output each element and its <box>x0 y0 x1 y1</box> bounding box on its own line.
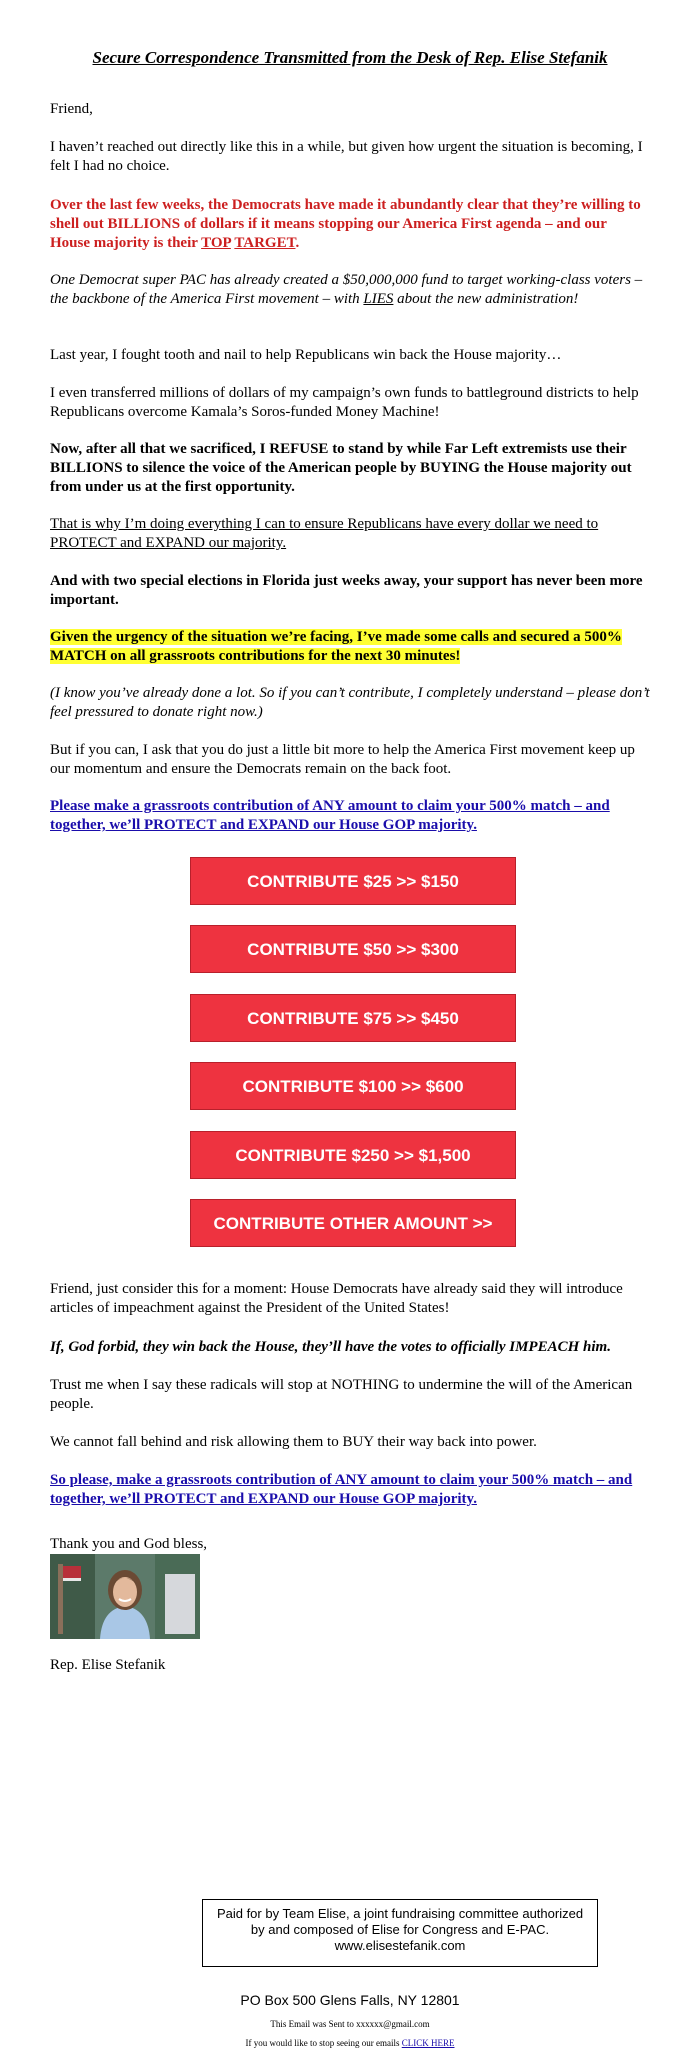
unsubscribe-notice <box>50 2038 650 2048</box>
contribute-75-button[interactable]: CONTRIBUTE $75 >> $450 <box>190 994 516 1042</box>
paragraph-super-pac <box>50 271 650 309</box>
unsubscribe-text: If you would like to stop seeing our emails <box>245 2038 402 2048</box>
paragraph-special-elections: And with two special elections in Florida just weeks away, your support has never been more important. <box>50 573 643 608</box>
super-pac-text: One Democrat super PAC has already created a $50,000,000 fund to target working-class voters – the backbone of the America First movement – with <box>50 272 643 307</box>
paragraph-momentum: But if you can, I ask that you do just a little bit more to help the America First movement keep up our momentum and ensure the Democrats remain on the back foot. <box>50 742 635 777</box>
signature: Rep. Elise Stefanik <box>50 1657 166 1673</box>
contribute-link-1[interactable]: Please make a grassroots contribution of ANY amount to claim your 500% match – and together, we’ll PROTECT and EXPAND our House GOP majority. <box>50 798 610 833</box>
paragraph-understand: (I know you’ve already done a lot. So if you can’t contribute, I completely understand – please don’t feel pressured to donate right now.) <box>50 685 650 720</box>
paragraph-protect: That is why I’m doing everything I can to ensure Republicans have every dollar we need to PROTECT and EXPAND our majority. <box>50 516 599 551</box>
mailing-address: PO Box 500 Glens Falls, NY 12801 <box>240 1992 460 2008</box>
warning-text: Over the last few weeks, the Democrats have made it abundantly clear that they’re willing to shell out BILLIONS of dollars if it means stopping our America First agenda – and our House majority is their <box>50 197 641 251</box>
warning-end: . <box>295 235 300 251</box>
warning-target: TARGET <box>234 235 296 251</box>
super-pac-lies: LIES <box>363 291 394 307</box>
unsubscribe-link[interactable]: CLICK HERE <box>401 2038 455 2048</box>
contribute-100-button[interactable]: CONTRIBUTE $100 >> $600 <box>190 1062 516 1110</box>
portrait-photo <box>50 1554 200 1639</box>
paragraph-match <box>50 628 650 666</box>
paragraph-radicals: Trust me when I say these radicals will stop at NOTHING to undermine the will of the American people. <box>50 1377 633 1412</box>
match-highlight: Given the urgency of the situation we’re facing, I’ve made some calls and secured a 500% MATCH on all grassroots contributions for the next 30 minutes! <box>50 629 622 664</box>
contribute-link-2[interactable]: So please, make a grassroots contribution of ANY amount to claim your 500% match – and together, we’ll PROTECT and EXPAND our House GOP majority. <box>50 1472 633 1507</box>
paragraph-impeachment: Friend, just consider this for a moment: House Democrats have already said they will introduce articles of impeachment against the President of the United States! <box>50 1281 623 1316</box>
contribute-25-button[interactable]: CONTRIBUTE $25 >> $150 <box>190 857 516 905</box>
paragraph-fall-behind: We cannot fall behind and risk allowing them to BUY their way back into power. <box>50 1434 537 1450</box>
greeting: Friend, <box>50 101 93 117</box>
page-title: Secure Correspondence Transmitted from the Desk of Rep. Elise Stefanik <box>92 48 608 67</box>
paid-for-disclaimer: Paid for by Team Elise, a joint fundraising committee authorized by and composed of Elise for Congress and E-PAC. www.elisestefanik.com <box>202 1899 598 1967</box>
portrait-image <box>50 1554 200 1639</box>
sent-to-notice: This Email was Sent to xxxxxx@gmail.com <box>270 2019 430 2029</box>
super-pac-end: about the new administration! <box>393 291 579 307</box>
paragraph-last-year: Last year, I fought tooth and nail to help Republicans win back the House majority… <box>50 347 562 363</box>
paragraph-refuse: Now, after all that we sacrificed, I REFUSE to stand by while Far Left extremists use their BILLIONS to silence the voice of the American people by BUYING the House majority out from under us at the first opportunity. <box>50 441 632 495</box>
paragraph-intro: I haven’t reached out directly like this in a while, but given how urgent the situation is becoming, I felt I had no choice. <box>50 139 643 174</box>
paragraph-impeach: If, God forbid, they win back the House, they’ll have the votes to officially IMPEACH him. <box>50 1339 611 1355</box>
warning-top: TOP <box>201 235 231 251</box>
paragraph-transferred: I even transferred millions of dollars of my campaign’s own funds to battleground districts to help Republicans overcome Kamala’s Soros-funded Money Machine! <box>50 385 639 420</box>
contribute-50-button[interactable]: CONTRIBUTE $50 >> $300 <box>190 925 516 973</box>
contribute-other-button[interactable]: CONTRIBUTE OTHER AMOUNT >> <box>190 1199 516 1247</box>
contribute-250-button[interactable]: CONTRIBUTE $250 >> $1,500 <box>190 1131 516 1179</box>
signoff: Thank you and God bless, <box>50 1536 208 1552</box>
paragraph-warning <box>50 196 650 253</box>
